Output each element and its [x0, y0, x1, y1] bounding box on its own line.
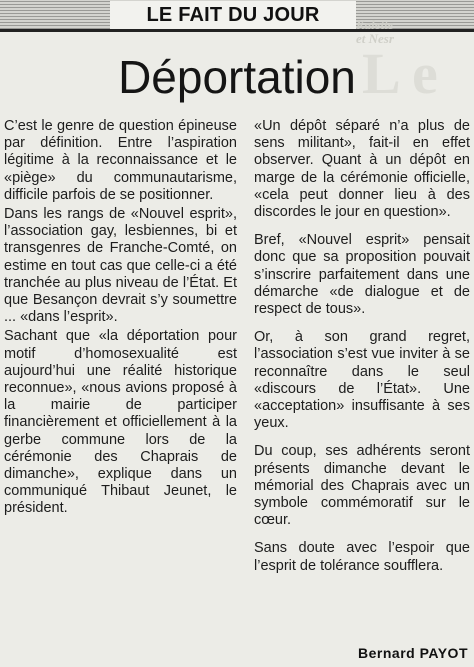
paragraph: Or, à son grand regret, l’association s’est vue inviter à se reconnaître dans le seul «discours de l’État». Une «acceptation» insuffisante à ses yeux.	[254, 329, 470, 432]
author-byline: Bernard PAYOT	[358, 645, 468, 661]
bleed-line: Kalette	[356, 18, 394, 32]
paragraph: Sachant que «la déportation pour motif d’homosexualité est aujourd’hui une réalité historique reconnue», «nous avions proposé à la mairie de participer financièrement et officiellement à la gerbe commune lors de la cérémonie des Chaprais de dimanche», explique dans un communiqué Thibaut Jeunet, le président.	[4, 328, 237, 517]
section-title: LE FAIT DU JOUR	[110, 1, 356, 29]
paragraph: Bref, «Nouvel esprit» pensait donc que sa proposition pouvait s’inscrire parfaitement dans une démarche «de dialogue et de respect de tous».	[254, 232, 470, 318]
paragraph: Dans les rangs de «Nouvel esprit», l’association gay, lesbiennes, bi et transgenres de Franche-Comté, on estime en tout cas que celle-ci a été tranchée au plus niveau de l’État. Et que Besançon devrait s’y soumettre ... «dans l’esprit».	[4, 206, 237, 326]
article-column-right	[254, 118, 470, 586]
headline: Déportation	[118, 51, 356, 103]
paragraph: Du coup, ses adhérents seront présents dimanche devant le mémorial des Chaprais avec un symbole commémoratif sur le cœur.	[254, 443, 470, 529]
paragraph: «Un dépôt séparé n’a plus de sens militant», fait-il en effet observer. Quant à un dépôt en marge de la cérémonie officielle, «cela peut donner lieu à des discordes le jour en question».	[254, 118, 470, 221]
bleed-big-letters: L e	[362, 41, 438, 106]
paragraph: Sans doute avec l’espoir que l’esprit de tolérance soufflera.	[254, 540, 470, 574]
paragraph: C’est le genre de question épineuse par définition. Entre l’aspiration légitime à la reconnaissance et le «piège» du communautarisme, difficile parfois de se positionner.	[4, 118, 237, 203]
bleed-line: et Nesr	[356, 31, 394, 46]
article-column-left	[4, 118, 237, 520]
